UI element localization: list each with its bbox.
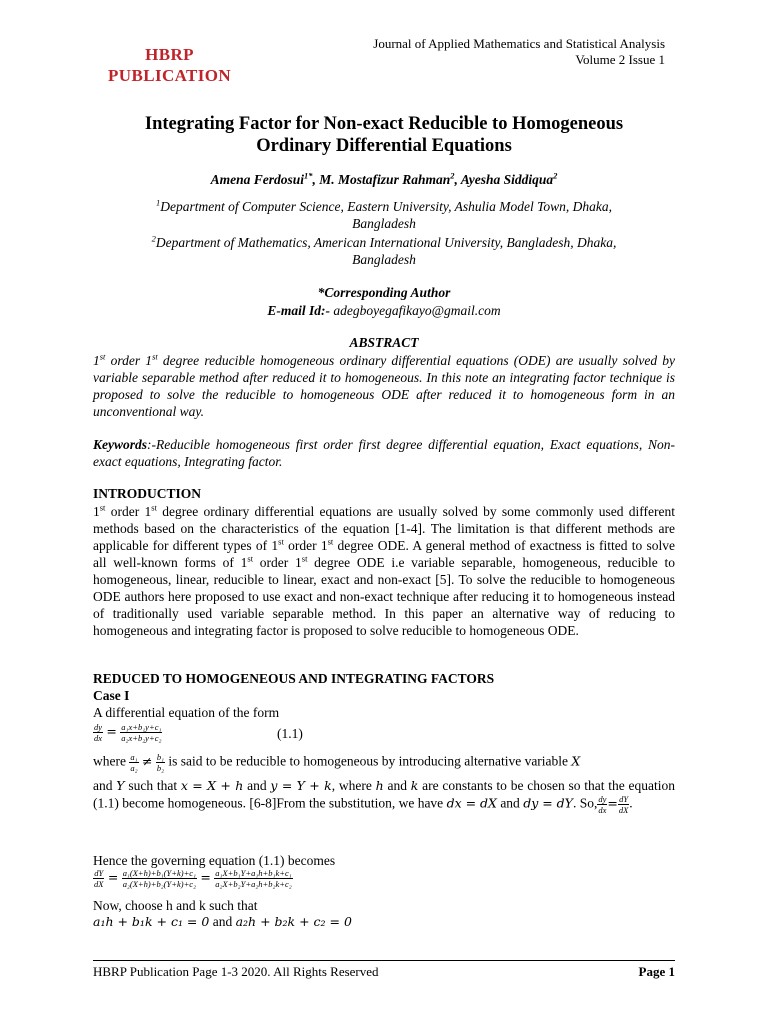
eq-rhs-fraction: $\frac{\text{a₁x+b₁y+c₁}}{\text{a₂x+b₂y+c₂}}$ <box>121 722 162 743</box>
email-address[interactable]: adegboyegafikayo@gmail.com <box>333 303 501 318</box>
hence-line: Hence the governing equation (1.1) becomes <box>93 853 336 868</box>
affil-2-line2: Bangladesh <box>352 252 416 267</box>
paper-title <box>93 113 675 157</box>
form-line: A differential equation of the form <box>93 705 280 720</box>
email-line <box>93 302 675 319</box>
journal-volume: Volume 2 Issue 1 <box>575 52 665 67</box>
choice-equations: a₁h + b₁k + c₁ = 0 and a₂h + b₂k + c₂ = 0 <box>93 914 352 929</box>
introduction-text: 1st order 1st degree ordinary differential equations are usually solved by some commonly used different methods based on the characteristics of the equation [1-4]. The limitation is that different methods are applicable for different types of 1st order 1st degree ODE. A general method of exactness is fitted to solve all well-known forms of 1st order 1st degree ODE i.e variable separable, homogeneous, reducible to homogeneous, linear, reducible to linear, exact and non-exact [5]. To solve the reducible to homogeneous ODE authors here proposed to use exact and non-exact technique after reducing it to homogeneous instead of traditionally used variable separable method. In this paper an alternative way of reducing to homogeneous and integrating factor is proposed to solve reducible to homogeneous ODE. <box>93 502 676 638</box>
email-label: E-mail Id:- <box>267 303 330 318</box>
affil-1-line2: Bangladesh <box>352 216 416 231</box>
corresponding-author: *Corresponding Author <box>317 285 451 300</box>
footer-copyright: HBRP Publication Page 1-3 2020. All Rights Reserved <box>93 964 379 979</box>
section-heading: REDUCED TO HOMOGENEOUS AND INTEGRATING FACTORS <box>93 671 495 686</box>
abstract-prefix: 1 <box>93 353 100 368</box>
keywords <box>93 436 675 470</box>
introduction-heading: INTRODUCTION <box>93 486 202 501</box>
affiliation-1 <box>93 198 675 232</box>
keywords-text: :-Reducible homogeneous first order first degree differential equation, Exact equations, Non-exact equations, Integrating factor. <box>93 437 675 469</box>
journal-header <box>373 36 665 68</box>
dy-dx-fraction: $\frac{dy}{dx}$ <box>94 722 103 743</box>
abstract-text <box>93 352 675 420</box>
author-1: Amena Ferdosui <box>210 172 305 187</box>
abstract-sup-1: st <box>99 351 106 362</box>
title-line1: Integrating Factor for Non-exact Reducible to Homogeneous <box>144 114 624 134</box>
affil-1-sup: 1 <box>155 197 161 208</box>
where-rest: is said to be reducible to homogeneous by introducing alternative variable <box>168 753 569 769</box>
governing-equation: $\frac{dY}{dX}$ = $\frac{\text{a₁(X+h)+b₁(Y+k)+c₁}}{\text{a₂(X+h)+b₂(Y+k)+c₂}}$ = $\frac{\text{a₁X+b₁Y+a₁h+b₁k+c₁}}{\text{a₂X+b₂Y+a₂h+b₂k+c₂}}$ <box>94 868 292 889</box>
author-3-sup: 2 <box>553 170 558 181</box>
abstract-mid: order 1 <box>105 353 153 368</box>
journal-name: Journal of Applied Mathematics and Statistical Analysis <box>373 36 665 51</box>
author-2-sup: 2 <box>450 170 455 181</box>
substitution-text: and Y such that x = X + h and y = Y + k, where h and k are constants to be chosen so that the equation (1.1) become homogeneous. [6-8]From the substitution, we have dx = dX and dy = dY. So, $\frac{dy}{dx}$ = $\frac{dY}{dX}$ . <box>93 778 676 815</box>
author-1-sup: 1* <box>304 170 313 181</box>
authors: Amena Ferdosui$^{1*}$, M. Mostafizur Rahman$^2$, Ayesha Siddiqua$^2$ <box>210 170 558 187</box>
abstract-heading: ABSTRACT <box>349 335 419 350</box>
publisher-logo <box>108 44 231 86</box>
abstract-rest: degree reducible homogeneous ordinary differential equations (ODE) are usually solved by variable separable method after reduced it to homogeneous. In this note an integrating factor technique is proposed to solve the reducible to homogeneous ODE after reduced it to homogeneous form in an unconventional way. <box>93 353 676 419</box>
affil-2-sup: 2 <box>151 233 156 244</box>
where-line: where $\frac{\text{a₁}}{\text{a₂}}$ ≠ $\frac{\text{b₁}}{\text{b₂}}$ is said to be reducible to homogeneous by introducing alternative variable X <box>93 752 581 773</box>
footer-divider <box>93 960 675 961</box>
logo-line2: PUBLICATION <box>108 66 232 85</box>
keywords-label: Keywords <box>93 437 147 452</box>
page-number: Page 1 <box>638 964 675 979</box>
affiliation-2 <box>93 234 675 268</box>
affil-2-line1: Department of Mathematics, American International University, Bangladesh, Dhaka, <box>155 235 617 250</box>
equation-1-1: $\frac{dy}{dx}$ = $\frac{\text{a₁x+b₁y+c₁}}{\text{a₂x+b₂y+c₂}}$ (1.1) <box>94 722 303 743</box>
where-word: where <box>93 753 126 769</box>
equation-number: (1.1) <box>277 726 303 741</box>
abstract-sup-2: st <box>152 351 158 362</box>
title-line2: Ordinary Differential Equations <box>256 136 512 156</box>
now-line: Now, choose h and k such that <box>93 898 258 913</box>
case-heading: Case I <box>93 688 130 703</box>
author-2: M. Mostafizur Rahman <box>319 172 451 187</box>
author-3: Ayesha Siddiqua <box>460 172 554 187</box>
logo-line1: HBRP <box>145 45 194 64</box>
affil-1-line1: Department of Computer Science, Eastern University, Ashulia Model Town, Dhaka, <box>160 199 613 214</box>
